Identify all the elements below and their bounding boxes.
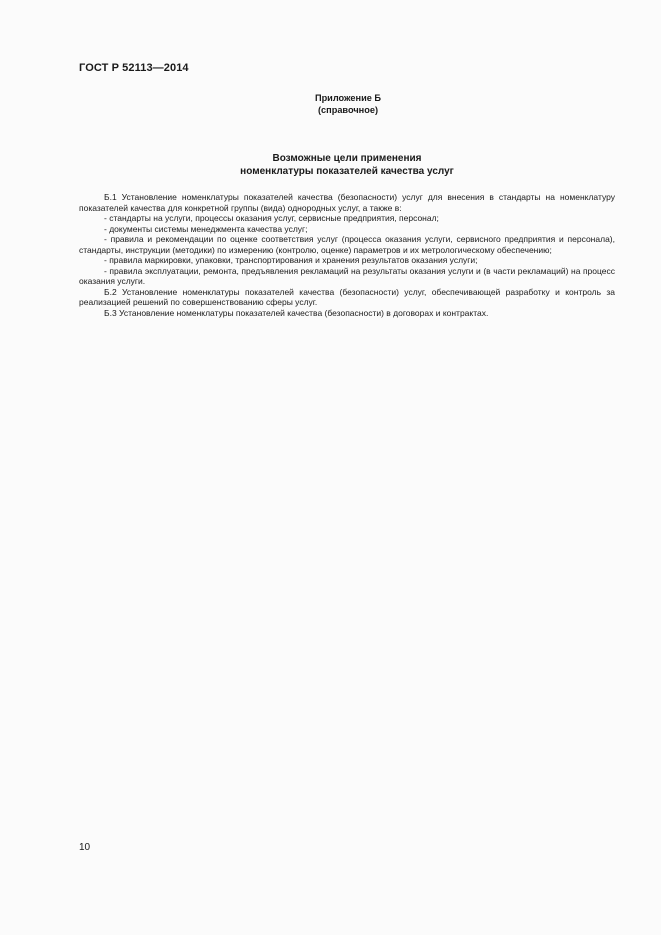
section-title (160, 152, 534, 178)
appendix-kind: (справочное) (317, 105, 378, 115)
appendix-label: Приложение Б (314, 93, 382, 103)
paragraph-b3: Б.3 Установление номенклатуры показателей качества (безопасности) в договорах и контрактах. (104, 307, 489, 318)
section-title-line-2: номенклатуры показателей качества услуг (240, 166, 454, 177)
list-item-operation-rules: - правила эксплуатации, ремонта, предъявления рекламаций на результаты оказания услуги и (в части рекламаций) на процесс оказания услуги. (79, 265, 615, 286)
list-item-conformity-rules: - правила и рекомендации по оценке соответствия услуг (процесса оказания услуги, сервисного предприятия и персонала), стандарты, инструкции (методики) по измерению (контролю, оценке) параметров и их метрологическому обеспечению; (79, 234, 615, 255)
list-item-standards: - стандарты на услуги, процессы оказания услуг, сервисные предприятия, персонал; (104, 213, 439, 223)
section-title-line-1: Возможные цели применения (272, 153, 422, 164)
paragraph-b2: Б.2 Установление номенклатуры показателей качества (безопасности) услуг, обеспечивающей разработку и контроль за реализацией решений по совершенствованию сферы услуг. (79, 286, 615, 307)
page-number: 10 (79, 842, 91, 853)
body-text (79, 192, 615, 318)
appendix-heading (270, 92, 426, 116)
paragraph-b1: Б.1 Установление номенклатуры показателей качества (безопасности) услуг для внесения в стандарты на номенклатуру показателей качества для конкретной группы (вида) однородных услуг, а также в: (79, 192, 615, 213)
list-item-marking-rules: - правила маркировки, упаковки, транспортирования и хранения результатов оказания услуги; (104, 255, 478, 265)
standard-code: ГОСТ Р 52113—2014 (79, 62, 189, 74)
list-item-qms-documents: - документы системы менеджмента качества услуг; (104, 223, 308, 234)
